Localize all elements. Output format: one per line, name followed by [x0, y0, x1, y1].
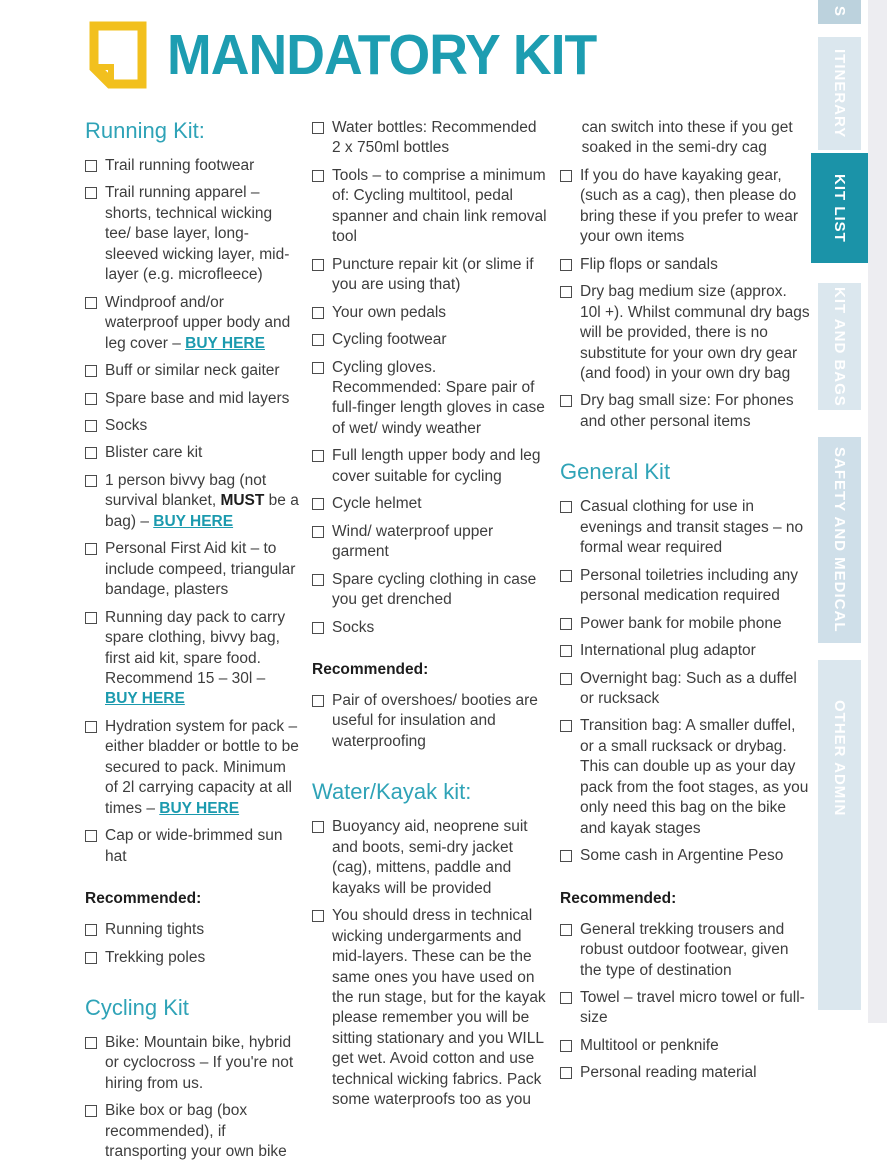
- checkbox[interactable]: [85, 830, 97, 842]
- checklist-item-text: [332, 330, 549, 350]
- checklist-item: [312, 118, 549, 159]
- checklist-item-text: [332, 255, 549, 296]
- text-segment: General trekking trousers and robust outdoor footwear, given the type of destination: [580, 920, 789, 979]
- checklist-item: [85, 826, 301, 867]
- recommended-heading: Recommended:: [312, 660, 429, 678]
- checklist-item-text: [332, 906, 549, 1111]
- recommended-heading: Recommended:: [560, 889, 677, 907]
- checkbox[interactable]: [560, 259, 572, 271]
- checklist-item: [312, 358, 549, 440]
- checkbox[interactable]: [560, 501, 572, 513]
- checkbox[interactable]: [560, 170, 572, 182]
- text-segment: Bike: Mountain bike, hybrid or cyclocross – If you're not hiring from us.: [105, 1033, 294, 1092]
- checklist-item-text: [105, 389, 301, 409]
- text-segment: Trail running footwear: [105, 157, 255, 174]
- text-segment: Puncture repair kit (or slime if you are using that): [332, 255, 534, 294]
- checkbox[interactable]: [85, 447, 97, 459]
- checkbox[interactable]: [560, 1067, 572, 1079]
- checklist-item-text: [580, 669, 811, 710]
- checkbox[interactable]: [312, 334, 324, 346]
- checkbox[interactable]: [85, 721, 97, 733]
- section-heading: General Kit: [560, 459, 671, 485]
- text-segment: Socks: [332, 618, 375, 636]
- checklist-item-text: [332, 691, 549, 752]
- text-segment: Water bottles: Recommended 2 x 750ml bottles: [332, 119, 537, 157]
- checklist-item-text: [332, 303, 549, 323]
- checkbox[interactable]: [85, 612, 97, 624]
- checklist-item-text: [580, 920, 811, 981]
- checklist-item-text: [332, 358, 549, 440]
- recommended-heading: Recommended:: [85, 890, 202, 908]
- document-icon: [85, 20, 149, 90]
- text-segment: Cycling footwear: [332, 331, 447, 349]
- checklist-item-text: [105, 416, 301, 436]
- text-segment: International plug adaptor: [580, 642, 756, 660]
- text-segment: Personal toiletries including any personal medication required: [580, 566, 798, 605]
- page-header: [85, 20, 624, 90]
- checkbox[interactable]: [312, 362, 324, 374]
- checklist-item-text: [105, 608, 301, 710]
- text-segment: Towel – travel micro towel or full-size: [580, 988, 805, 1027]
- checkbox[interactable]: [312, 574, 324, 586]
- text-segment: Power bank for mobile phone: [580, 614, 782, 632]
- checklist-item: [85, 416, 301, 436]
- checkbox[interactable]: [312, 695, 324, 707]
- checklist-item: [85, 183, 301, 285]
- checkbox[interactable]: [312, 122, 324, 134]
- text-segment: Running tights: [105, 921, 205, 939]
- text-segment: be a bag) –: [105, 492, 299, 530]
- checkbox[interactable]: [560, 924, 572, 936]
- text-segment: Personal reading material: [580, 1064, 757, 1082]
- checklist-item: [85, 389, 301, 409]
- checklist-item: [85, 608, 301, 710]
- checkbox[interactable]: [560, 1040, 572, 1052]
- checkbox[interactable]: [85, 187, 97, 199]
- checkbox[interactable]: [85, 393, 97, 405]
- checkbox[interactable]: [312, 307, 324, 319]
- checklist-item: [312, 522, 549, 563]
- checklist-item-text: [332, 118, 549, 159]
- text-segment: Casual clothing for use in evenings and transit stages – no formal wear required: [580, 498, 804, 557]
- checklist-item: [85, 361, 301, 381]
- text-segment: Flip flops or sandals: [580, 255, 718, 273]
- checklist-item-text: [105, 361, 301, 381]
- checkbox[interactable]: [312, 821, 324, 833]
- text-segment: Socks: [105, 416, 148, 434]
- checklist-item-text: [580, 255, 811, 275]
- checklist-item: [85, 948, 301, 968]
- text-segment: Buoyancy aid, neoprene suit and boots, semi-dry jacket (cag), mittens, paddle and kayaks will be provided: [332, 818, 528, 897]
- page-title: MANDATORY KIT: [167, 23, 597, 87]
- sidebar-tabs: [811, 0, 868, 1023]
- checklist-item-text: [332, 618, 549, 638]
- text-segment: Wind/ waterproof upper garment: [332, 522, 494, 561]
- buy-here-link[interactable]: BUY HERE: [185, 334, 265, 352]
- checkbox[interactable]: [85, 365, 97, 377]
- checklist-item-text: [332, 166, 549, 248]
- text-segment: Your own pedals: [332, 303, 447, 321]
- emphasis-text: MUST: [220, 492, 265, 510]
- checklist-item: [312, 570, 549, 611]
- checklist-item: [560, 497, 811, 558]
- text-segment: Dry bag medium size (approx. 10l +). Whilst communal dry bags will be provided, there is no substitute for your own dry gear (and food) in your own dry bag: [580, 283, 810, 382]
- section-heading: Running Kit:: [85, 118, 205, 143]
- column-2: [312, 118, 549, 1170]
- checklist-item-text: [105, 539, 301, 600]
- text-segment: Personal First Aid kit – to include compeed, triangular bandage, plasters: [105, 540, 296, 599]
- text-segment: Overnight bag: Such as a duffel or rucksack: [580, 669, 797, 707]
- tab-kit-and-bags[interactable]: KIT AND BAGS: [818, 283, 861, 410]
- text-segment: Cap or wide-brimmed sun hat: [105, 827, 283, 865]
- checklist-item: [560, 641, 811, 661]
- checkbox[interactable]: [312, 526, 324, 538]
- checklist-item-text: [332, 570, 549, 611]
- text-segment: Running day pack to carry spare clothing, bivvy bag, first aid kit, spare food. Recommend 15 – 30l –: [105, 608, 286, 687]
- section-heading: Cycling Kit: [85, 994, 189, 1020]
- checklist-item-text: [105, 1101, 301, 1162]
- page-edge: [868, 0, 887, 1023]
- checkbox[interactable]: [85, 924, 97, 936]
- checklist-item: [560, 669, 811, 710]
- checklist-item: [560, 166, 811, 248]
- checklist-item-text: [105, 948, 301, 968]
- buy-here-link[interactable]: BUY HERE: [159, 799, 240, 817]
- checklist-item-text: [580, 497, 811, 558]
- checklist-item: [312, 255, 549, 296]
- checklist-item: [312, 618, 549, 638]
- checklist-item: [312, 906, 549, 1111]
- text-segment: Cycle helmet: [332, 495, 422, 513]
- text-segment: Spare base and mid layers: [105, 389, 290, 407]
- column-1: [85, 118, 301, 1170]
- checkbox[interactable]: [312, 910, 324, 922]
- checklist-item-text: [332, 494, 549, 514]
- text-segment: 1 person bivvy bag (not survival blanket,: [105, 471, 267, 510]
- checklist-item: [85, 920, 301, 940]
- text-segment: Pair of overshoes/ booties are useful for insulation and waterproofing: [332, 691, 538, 750]
- checkbox[interactable]: [560, 618, 572, 630]
- checkbox[interactable]: [85, 297, 97, 309]
- checkbox[interactable]: [312, 450, 324, 462]
- checklist-item-text: [105, 826, 301, 867]
- checkbox[interactable]: [85, 1105, 97, 1117]
- checkbox[interactable]: [85, 420, 97, 432]
- checklist-item: [560, 566, 811, 607]
- checklist-item-text: [332, 522, 549, 563]
- checklist-item-text: [580, 566, 811, 607]
- tab-kit-list[interactable]: KIT LIST: [811, 153, 868, 263]
- checklist-item: [560, 716, 811, 839]
- checklist-item-text: [105, 717, 301, 819]
- text-segment: Buff or similar neck gaiter: [105, 362, 280, 380]
- text-segment: can switch into these if you get soaked in the semi-dry cag: [581, 119, 793, 157]
- checklist-item-text: [580, 282, 811, 384]
- checklist-item-text: [580, 614, 811, 634]
- checklist-item: [560, 255, 811, 275]
- buy-here-link[interactable]: BUY HERE: [105, 690, 185, 708]
- text-segment: Some cash in Argentine Peso: [580, 847, 784, 865]
- checklist-item-text: [332, 817, 549, 899]
- text-segment: Tools – to comprise a minimum of: Cycling multitool, pedal spanner and chain link removal tool: [332, 166, 547, 246]
- checkbox[interactable]: [560, 395, 572, 407]
- checklist-item: [85, 539, 301, 600]
- text-segment: Cycling gloves. Recommended: Spare pair of full-finger length gloves in case of wet/ windy weather: [332, 358, 545, 437]
- text-segment: Bike box or bag (box recommended), if transporting your own bike: [105, 1102, 287, 1161]
- checklist-item-continuation: [560, 118, 811, 159]
- checkbox[interactable]: [560, 673, 572, 685]
- checkbox[interactable]: [85, 543, 97, 555]
- checkbox[interactable]: [85, 160, 97, 172]
- checklist-item: [85, 293, 301, 354]
- text-segment: Hydration system for pack – either bladder or bottle to be secured to pack. Minimum of 2l carrying capacity at all times –: [105, 717, 299, 817]
- checkbox[interactable]: [560, 992, 572, 1004]
- checklist-item: [312, 330, 549, 350]
- checklist-item-text: [332, 446, 549, 487]
- checklist-item: [85, 443, 301, 463]
- checklist-item: [312, 303, 549, 323]
- text-segment: Multitool or penknife: [580, 1036, 719, 1054]
- checkbox[interactable]: [560, 720, 572, 732]
- checklist-item: [560, 1036, 811, 1056]
- checklist-item-text: [580, 391, 811, 432]
- checklist-item: [85, 471, 301, 532]
- checklist-item: [560, 391, 811, 432]
- text-segment: Windproof and/or waterproof upper body and leg cover –: [105, 293, 291, 352]
- checklist-item: [85, 717, 301, 819]
- checklist-item-text: [580, 166, 811, 248]
- checklist-item: [560, 846, 811, 866]
- column-3: [560, 118, 811, 1170]
- checkbox[interactable]: [312, 170, 324, 182]
- checklist-item-text: [580, 641, 811, 661]
- text-segment: You should dress in technical wicking undergarments and mid-layers. These can be the same ones you have used on the run stage, but for the kayak please remember you will be sitting stationary and you WILL get wet. Avoid cotton and use technical wicking fabrics. Pack some waterproofs too as you: [332, 907, 546, 1109]
- text-segment: Dry bag small size: For phones and other personal items: [580, 392, 794, 430]
- text-segment: Full length upper body and leg cover suitable for cycling: [332, 447, 541, 485]
- text-segment: Transition bag: A smaller duffel, or a small rucksack or drybag. This can double up as your day pack from the foot stages, as you only need this bag on the bike and kayak stages: [580, 717, 809, 837]
- checklist-item-text: [105, 156, 301, 176]
- checklist-item-text: [105, 920, 301, 940]
- checklist-item: [560, 1063, 811, 1083]
- checkbox[interactable]: [312, 259, 324, 271]
- text-segment: Spare cycling clothing in case you get drenched: [332, 570, 537, 609]
- tab-safety-and-medical[interactable]: SAFETY AND MEDICAL: [818, 437, 861, 643]
- checklist-item-text: [105, 293, 301, 354]
- checklist-item-text: [582, 118, 811, 159]
- checklist-item-text: [105, 1033, 301, 1094]
- buy-here-link[interactable]: BUY HERE: [153, 512, 234, 530]
- text-segment: Blister care kit: [105, 444, 203, 462]
- checklist-item-text: [105, 471, 301, 532]
- checklist-item: [85, 1101, 301, 1162]
- checkbox[interactable]: [85, 475, 97, 487]
- tab-itinerary[interactable]: ITINERARY: [818, 37, 861, 150]
- checklist-item-text: [580, 716, 811, 839]
- checklist-item: [312, 494, 549, 514]
- checklist-item: [560, 282, 811, 384]
- section-heading: Water/Kayak kit:: [312, 779, 472, 805]
- checklist-item-text: [105, 443, 301, 463]
- checklist-item: [560, 614, 811, 634]
- kit-list-columns: [85, 118, 811, 1170]
- text-segment: Trail running apparel – shorts, technical wicking tee/ base layer, long-sleeved wicking layer, mid-layer (e.g. microfleece): [105, 184, 290, 284]
- checkbox[interactable]: [85, 952, 97, 964]
- text-segment: Trekking poles: [105, 948, 206, 966]
- checkbox[interactable]: [560, 286, 572, 298]
- checkbox[interactable]: [312, 498, 324, 510]
- checklist-item-text: [580, 846, 811, 866]
- checkbox[interactable]: [312, 622, 324, 634]
- text-segment: If you do have kayaking gear, (such as a cag), then please do bring these if you prefer to wear your own items: [580, 166, 798, 246]
- checklist-item-text: [105, 183, 301, 285]
- checklist-item: [312, 691, 549, 752]
- checkbox[interactable]: [560, 850, 572, 862]
- checklist-item: [312, 817, 549, 899]
- checkbox[interactable]: [560, 645, 572, 657]
- tab-other-admin[interactable]: OTHER ADMIN: [818, 660, 861, 1010]
- checklist-item: [85, 1033, 301, 1094]
- checkbox[interactable]: [560, 570, 572, 582]
- checklist-item: [560, 920, 811, 981]
- checklist-item-text: [580, 1063, 811, 1083]
- tab-partial-top[interactable]: S: [818, 0, 861, 24]
- checklist-item-text: [580, 1036, 811, 1056]
- checklist-item: [312, 446, 549, 487]
- checklist-item: [312, 166, 549, 248]
- checklist-item: [85, 156, 301, 176]
- checkbox[interactable]: [85, 1037, 97, 1049]
